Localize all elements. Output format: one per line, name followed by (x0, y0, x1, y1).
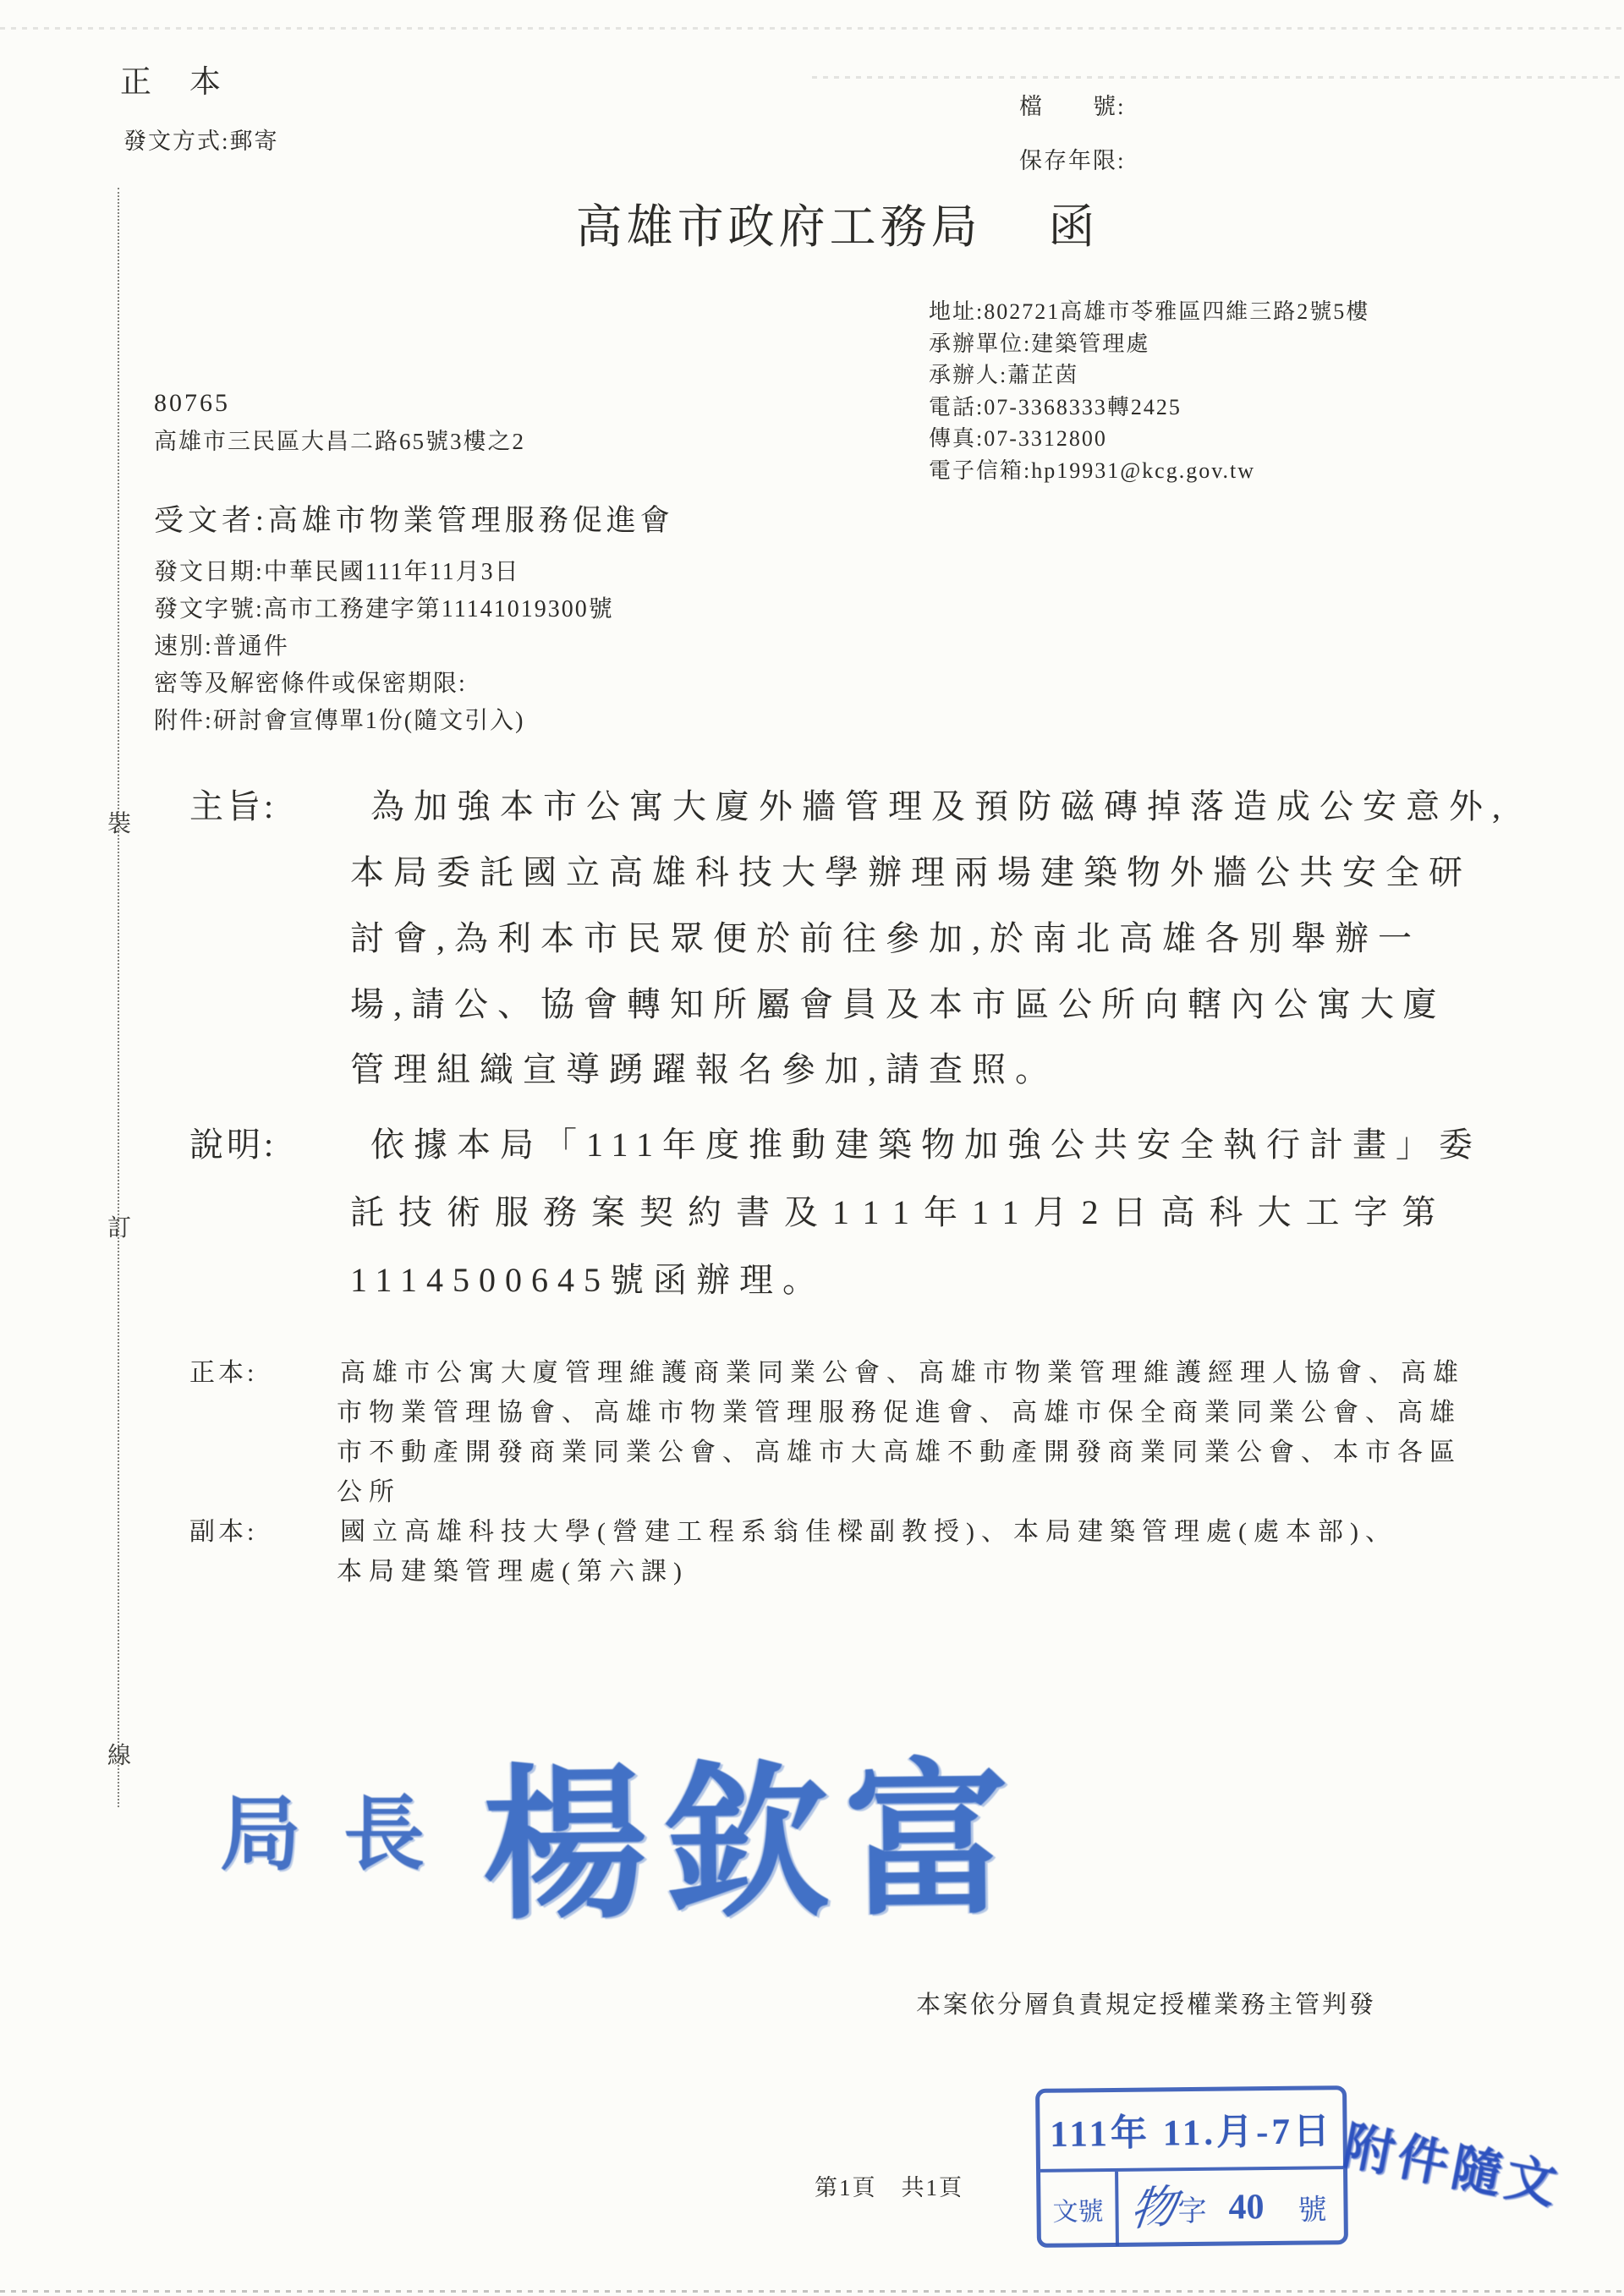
file-number-label: 檔 號: (1019, 94, 1126, 119)
recipient-name: 受文者:高雄市物業管理服務促進會 (154, 504, 674, 537)
scan-artifact-top (0, 27, 1624, 30)
retention-period-label: 保存年限: (1019, 148, 1126, 173)
signer-name-stamp: 楊欽富 (481, 1750, 1027, 1940)
agency-address: 地址:802721高雄市苓雅區四維三路2號5樓 (929, 299, 1370, 324)
page-number-footer: 第1頁 共1頁 (815, 2175, 963, 2200)
stamp-doc-number-label: 文號 (1040, 2172, 1119, 2247)
document-number: 發文字號:高市工務建字第11141019300號 (154, 596, 614, 622)
authorization-note: 本案依分層負責規定授權業務主管判發 (916, 1992, 1377, 2019)
explanation-label: 說明: (189, 1126, 277, 1164)
scan-artifact-bottom (0, 2290, 1624, 2293)
binding-dotted-line (118, 188, 119, 1807)
issue-date: 發文日期:中華民國111年11月3日 (154, 559, 520, 585)
document-title: 高雄市政府工務局 函 (575, 201, 1100, 253)
copies-cc-label: 副本: (189, 1518, 258, 1546)
stamp-suffix-char: 字 (1177, 2195, 1207, 2228)
subject-label: 主旨: (189, 787, 277, 825)
binding-char-zhuang: 裝 (107, 811, 131, 837)
stamp-handwritten-char: 物 (1127, 2180, 1180, 2237)
copies-original-line: 市物業管理協會、高雄市物業管理服務促進會、高雄市保全商業同業公會、高雄 (337, 1399, 1462, 1427)
binding-char-xian: 線 (107, 1743, 131, 1769)
stamp-doc-number-value (1118, 2169, 1344, 2246)
handling-unit: 承辦單位:建築管理處 (929, 331, 1150, 356)
copy-type-label: 正 本 (120, 65, 224, 100)
subject-line: 場,請公、協會轉知所屬會員及本市區公所向轄內公寓大廈 (350, 985, 1446, 1023)
attachment-note: 附件:研討會宣傳單1份(隨文引入) (154, 708, 525, 734)
explanation-line: 託技術服務案契約書及111年11月2日高科大工字第 (350, 1193, 1451, 1231)
explanation-line: 依據本局「111年度推動建築物加強公共安全執行計畫」委 (370, 1126, 1483, 1164)
scan-artifact-top-right (812, 76, 1624, 79)
email-address: 電子信箱:hp19931@kcg.gov.tw (929, 458, 1256, 483)
copies-original-label: 正本: (189, 1359, 258, 1387)
recipient-address: 高雄市三民區大昌二路65號3樓之2 (154, 429, 525, 454)
copies-original-line: 市不動產開發商業同業公會、高雄市大高雄不動產開發商業同業公會、本市各區 (337, 1438, 1462, 1466)
stamp-unit-char: 號 (1298, 2194, 1327, 2227)
document-meta-block (154, 554, 614, 740)
phone-number: 電話:07-3368333轉2425 (929, 394, 1182, 419)
agency-contact-block (929, 296, 1369, 486)
copies-original-line: 公所 (337, 1478, 401, 1506)
receipt-stamp (1035, 2085, 1348, 2248)
speed-class: 速別:普通件 (154, 633, 289, 660)
stamp-doc-number-row (1040, 2169, 1344, 2247)
copies-original-line: 高雄市公寓大廈管理維護商業同業公會、高雄市物業管理維護經理人協會、高雄 (340, 1359, 1465, 1387)
subject-line: 討會,為利本市民眾便於前往參加,於南北高雄各別舉辦一 (350, 919, 1421, 957)
signer-title: 局長 (220, 1789, 467, 1880)
stamp-serial-number: 40 (1228, 2188, 1265, 2228)
fax-number: 傳真:07-3312800 (929, 426, 1107, 451)
recipient-postal-code: 80765 (154, 389, 230, 417)
binding-char-ding: 訂 (107, 1215, 131, 1241)
attachment-follows-stamp: 附件隨文 (1338, 2118, 1566, 2216)
explanation-line: 1114500645號函辦理。 (350, 1261, 826, 1299)
copies-cc-line: 國立高雄科技大學(營建工程系翁佳樑副教授)、本局建築管理處(處本部)、 (340, 1518, 1397, 1546)
stamp-receipt-date: 111年 11.月-7日 (1040, 2090, 1343, 2173)
handling-person: 承辦人:蕭芷茵 (929, 363, 1079, 387)
copies-cc-line: 本局建築管理處(第六課) (337, 1558, 689, 1586)
security-class: 密等及解密條件或保密期限: (154, 671, 467, 697)
subject-line: 管理組織宣導踴躍報名參加,請查照。 (350, 1050, 1058, 1088)
delivery-method: 發文方式:郵寄 (123, 129, 279, 154)
subject-line: 為加強本市公寓大廈外牆管理及預防磁磚掉落造成公安意外, (370, 787, 1510, 825)
subject-line: 本局委託國立高雄科技大學辦理兩場建築物外牆公共安全研 (350, 853, 1472, 891)
